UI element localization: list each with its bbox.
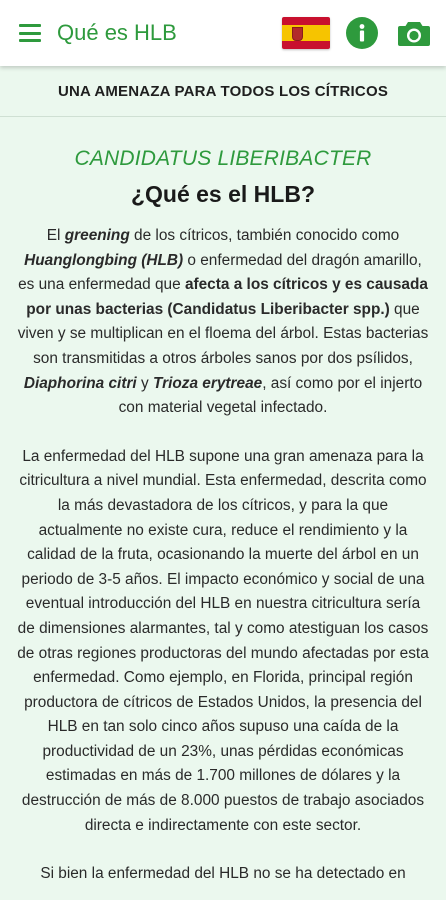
paragraph-1-run: y (136, 374, 153, 392)
paragraph-2: La enfermedad del HLB supone una gran amenaza para la citricultura a nivel mundial. Esta enfermedad, descrita como la más devastadora de los cítricos, y para la que actualmente no existe cura, reduce el rendimiento y la calidad de la fruta, ocasionando la muerte del árbol en un periodo de 3-5 años. El impacto económico y social de una eventual introducción del HLB en nuestra citricultura sería de dimensiones alarmantes, tal y como atestiguan los casos de otras regiones productoras del mundo afectadas por esta enfermedad. Como ejemplo, en Florida, principal región productora de cítricos de Estados Unidos, la presencia del HLB en tan solo cinco años supuso una caída de la productividad de un 23%, unas pérdidas económicas estimadas en más de 1.700 millones de dólares y la destrucción de más de 8.000 puestos de trabajo asociados directa e indirectamente con este sector. (17, 447, 429, 834)
menu-icon[interactable] (19, 24, 41, 42)
article-headline: ¿Qué es el HLB? (130, 181, 316, 207)
article-kicker: CANDIDATUS LIBERIBACTER (74, 147, 372, 170)
section-header: UNA AMENAZA PARA TODOS LOS CÍTRICOS (0, 66, 446, 117)
info-icon[interactable] (346, 17, 378, 49)
paragraph-1-run: Diaphorina citri (23, 374, 137, 392)
paragraph-1-run: de los cítricos, también conocido como (129, 227, 400, 244)
paragraph-1-run: greening (64, 227, 130, 244)
app-title: Qué es HLB (57, 20, 177, 45)
app-bar (0, 0, 446, 66)
paragraph-1-run: , así como por el injerto con material vegetal infectado. (118, 374, 423, 417)
paragraph-3: Si bien la enfermedad del HLB no se ha detectado en (40, 865, 406, 883)
paragraph-1-run: que viven y se multiplican en el floema del árbol. Estas bacterias son transmitidas a otros árboles sanos por dos psílidos, (17, 300, 429, 367)
paragraph-1-run: Trioza erytreae (152, 374, 263, 392)
paragraph-1-run: afecta a los cítricos y es causada por unas bacterias (Candidatus Liberibacter spp.) (26, 276, 428, 318)
paragraph-1-run: Huanglongbing (HLB) (24, 251, 184, 269)
article-content (0, 147, 446, 887)
paragraph-1-run: o enfermedad del dragón amarillo, es una enfermedad que (18, 251, 422, 294)
camera-icon[interactable] (396, 17, 432, 49)
paragraph-1-run: El (46, 227, 65, 244)
paragraph-1 (16, 224, 430, 421)
spain-flag-icon[interactable] (282, 17, 330, 49)
